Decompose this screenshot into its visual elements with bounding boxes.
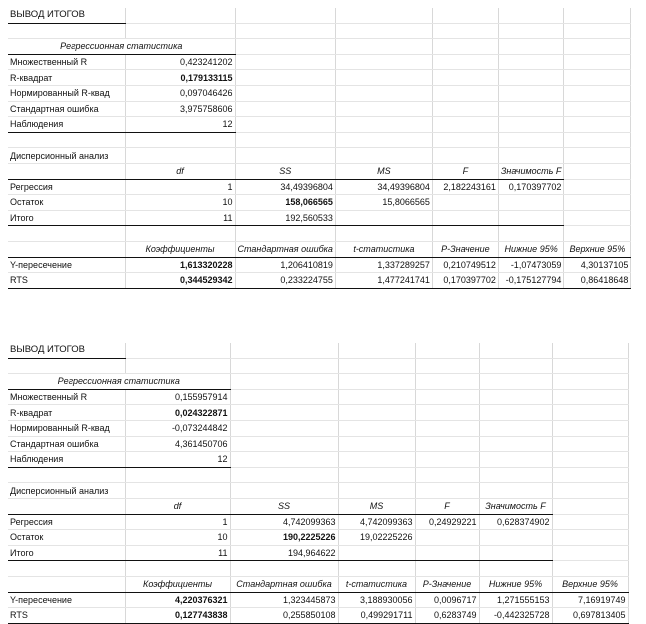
coef-low[interactable]: -0,442325728 — [479, 608, 552, 624]
anova-f[interactable] — [432, 195, 498, 211]
empty-cell[interactable] — [552, 374, 628, 390]
empty-cell[interactable] — [564, 210, 631, 226]
regression-table-1 — [8, 8, 631, 289]
coef-header[interactable]: P-Значение — [415, 576, 479, 592]
empty-cell[interactable] — [498, 39, 563, 55]
blank-row — [8, 23, 631, 39]
empty-cell[interactable] — [335, 23, 432, 39]
empty-cell[interactable] — [125, 226, 235, 242]
anova-f[interactable]: 0,24929221 — [415, 514, 479, 530]
empty-cell[interactable] — [8, 358, 125, 374]
row-anova-header — [8, 163, 631, 179]
stat-label[interactable]: Стандартная ошибка — [8, 436, 125, 452]
coef-value[interactable]: 0,127743838 — [125, 608, 230, 624]
empty-cell[interactable] — [552, 498, 628, 514]
row-coef-header — [8, 576, 628, 592]
table-row — [8, 608, 628, 624]
table-row — [8, 70, 631, 86]
empty-cell[interactable] — [479, 467, 552, 483]
empty-cell[interactable] — [230, 405, 338, 421]
empty-cell[interactable] — [125, 343, 230, 358]
empty-cell[interactable] — [479, 343, 552, 358]
table-row — [8, 405, 628, 421]
coef-p[interactable]: 0,170397702 — [432, 273, 498, 289]
anova-label[interactable]: Итого — [8, 545, 125, 561]
empty-cell[interactable] — [432, 148, 498, 164]
anova-header-sig[interactable]: Значимость F — [498, 163, 563, 179]
empty-cell[interactable] — [564, 179, 631, 195]
coef-low[interactable]: 1,271555153 — [479, 592, 552, 608]
anova-ss[interactable]: 192,560533 — [235, 210, 335, 226]
stat-label[interactable]: Нормированный R-квад — [8, 85, 125, 101]
coef-value[interactable]: 0,344529342 — [125, 273, 235, 289]
empty-cell[interactable] — [125, 23, 235, 39]
empty-cell[interactable] — [230, 420, 338, 436]
anova-f[interactable]: 2,182243161 — [432, 179, 498, 195]
stat-value[interactable]: 0,155957914 — [125, 389, 230, 405]
anova-df[interactable]: 10 — [125, 530, 230, 546]
empty-cell[interactable] — [564, 163, 631, 179]
table-row — [8, 514, 628, 530]
empty-cell[interactable] — [235, 70, 335, 86]
empty-cell[interactable] — [335, 8, 432, 23]
empty-cell[interactable] — [235, 8, 335, 23]
row-anova-header — [8, 498, 628, 514]
empty-cell[interactable] — [415, 483, 479, 499]
empty-cell[interactable] — [338, 405, 415, 421]
coef-p[interactable]: 0,0096717 — [415, 592, 479, 608]
table-row — [8, 273, 631, 289]
anova-label[interactable]: Регрессия — [8, 514, 125, 530]
empty-cell[interactable] — [552, 436, 628, 452]
anova-ms[interactable]: 34,49396804 — [335, 179, 432, 195]
output-title[interactable]: ВЫВОД ИТОГОВ — [8, 343, 125, 358]
coef-low[interactable]: -0,175127794 — [498, 273, 563, 289]
empty-cell[interactable] — [498, 85, 563, 101]
regression-output-2 — [8, 343, 629, 624]
empty-cell[interactable] — [125, 132, 235, 148]
anova-ms[interactable]: 4,742099363 — [338, 514, 415, 530]
anova-df[interactable]: 11 — [125, 545, 230, 561]
empty-cell[interactable] — [498, 148, 563, 164]
coef-high[interactable]: 0,697813405 — [552, 608, 628, 624]
coef-header[interactable]: Стандартная ошибка — [230, 576, 338, 592]
anova-header-df[interactable]: df — [125, 498, 230, 514]
empty-cell[interactable] — [125, 358, 230, 374]
anova-header-df[interactable]: df — [125, 163, 235, 179]
stat-label[interactable]: Нормированный R-квад — [8, 420, 125, 436]
empty-cell[interactable] — [564, 39, 631, 55]
empty-cell[interactable] — [335, 70, 432, 86]
stat-value[interactable]: 4,361450706 — [125, 436, 230, 452]
empty-cell[interactable] — [432, 85, 498, 101]
anova-f[interactable] — [415, 530, 479, 546]
empty-cell[interactable] — [335, 117, 432, 133]
empty-cell[interactable] — [564, 85, 631, 101]
empty-cell[interactable] — [564, 23, 631, 39]
anova-ss[interactable]: 158,066565 — [235, 195, 335, 211]
anova-df[interactable]: 1 — [125, 514, 230, 530]
empty-cell[interactable] — [8, 226, 125, 242]
anova-title[interactable]: Дисперсионный анализ — [8, 483, 125, 499]
row-title — [8, 343, 628, 358]
empty-cell[interactable] — [8, 132, 125, 148]
empty-cell[interactable] — [8, 498, 125, 514]
table-row — [8, 420, 628, 436]
empty-cell[interactable] — [552, 545, 628, 561]
table-row — [8, 436, 628, 452]
anova-df[interactable]: 1 — [125, 179, 235, 195]
empty-cell[interactable] — [415, 374, 479, 390]
anova-ss[interactable]: 34,49396804 — [235, 179, 335, 195]
empty-cell[interactable] — [415, 420, 479, 436]
stat-value[interactable]: 0,179133115 — [125, 70, 235, 86]
coef-value[interactable]: 4,220376321 — [125, 592, 230, 608]
empty-cell[interactable] — [479, 436, 552, 452]
empty-cell[interactable] — [338, 467, 415, 483]
empty-cell[interactable] — [415, 343, 479, 358]
empty-cell[interactable] — [552, 467, 628, 483]
empty-cell[interactable] — [338, 343, 415, 358]
empty-cell[interactable] — [235, 85, 335, 101]
coef-header[interactable]: t-статистика — [335, 241, 432, 257]
table-row — [8, 389, 628, 405]
empty-cell[interactable] — [125, 467, 230, 483]
empty-cell[interactable] — [432, 39, 498, 55]
table-row — [8, 452, 628, 468]
anova-title[interactable]: Дисперсионный анализ — [8, 148, 125, 164]
empty-cell[interactable] — [498, 226, 563, 242]
empty-cell[interactable] — [479, 405, 552, 421]
anova-header-ms[interactable]: MS — [338, 498, 415, 514]
empty-cell[interactable] — [415, 405, 479, 421]
row-anova-title — [8, 483, 628, 499]
coef-se[interactable]: 1,323445873 — [230, 592, 338, 608]
empty-cell[interactable] — [8, 561, 125, 577]
empty-cell[interactable] — [479, 374, 552, 390]
empty-cell[interactable] — [235, 226, 335, 242]
anova-header-sig[interactable]: Значимость F — [479, 498, 552, 514]
empty-cell[interactable] — [338, 389, 415, 405]
anova-ms[interactable] — [338, 545, 415, 561]
empty-cell[interactable] — [564, 117, 631, 133]
empty-cell[interactable] — [230, 374, 338, 390]
coef-p[interactable]: 0,210749512 — [432, 257, 498, 273]
table-row — [8, 85, 631, 101]
table-row — [8, 210, 631, 226]
blank-row — [8, 226, 631, 242]
empty-cell[interactable] — [235, 39, 335, 55]
empty-cell[interactable] — [338, 561, 415, 577]
table-row — [8, 54, 631, 70]
empty-cell[interactable] — [415, 561, 479, 577]
anova-ms[interactable]: 15,8066565 — [335, 195, 432, 211]
empty-cell[interactable] — [552, 483, 628, 499]
empty-cell[interactable] — [432, 70, 498, 86]
coef-label[interactable]: Y-пересечение — [8, 257, 125, 273]
empty-cell[interactable] — [552, 389, 628, 405]
empty-cell[interactable] — [230, 358, 338, 374]
table-row — [8, 545, 628, 561]
empty-cell[interactable] — [479, 389, 552, 405]
empty-cell[interactable] — [415, 467, 479, 483]
empty-cell[interactable] — [235, 23, 335, 39]
empty-cell[interactable] — [498, 8, 563, 23]
empty-cell[interactable] — [479, 452, 552, 468]
anova-label[interactable]: Остаток — [8, 195, 125, 211]
anova-df[interactable]: 10 — [125, 195, 235, 211]
regression-table-2 — [8, 343, 629, 624]
empty-cell[interactable] — [552, 561, 628, 577]
empty-cell[interactable] — [552, 358, 628, 374]
empty-cell[interactable] — [335, 226, 432, 242]
row-title — [8, 8, 631, 23]
empty-cell[interactable] — [235, 132, 335, 148]
anova-ss[interactable]: 4,742099363 — [230, 514, 338, 530]
stat-value[interactable]: 12 — [125, 452, 230, 468]
anova-df[interactable]: 11 — [125, 210, 235, 226]
table-row — [8, 195, 631, 211]
empty-cell[interactable] — [335, 54, 432, 70]
empty-cell[interactable] — [230, 467, 338, 483]
empty-cell[interactable] — [125, 483, 230, 499]
empty-cell[interactable] — [564, 226, 631, 242]
table-row — [8, 257, 631, 273]
stat-value[interactable]: 12 — [125, 117, 235, 133]
empty-cell[interactable] — [415, 358, 479, 374]
empty-cell[interactable] — [432, 23, 498, 39]
anova-header-ss[interactable]: SS — [230, 498, 338, 514]
stat-value[interactable]: 0,423241202 — [125, 54, 235, 70]
coef-header[interactable]: Нижние 95% — [498, 241, 563, 257]
coef-header[interactable]: P-Значение — [432, 241, 498, 257]
empty-cell[interactable] — [564, 54, 631, 70]
empty-cell[interactable] — [335, 132, 432, 148]
anova-header-ss[interactable]: SS — [235, 163, 335, 179]
empty-cell[interactable] — [432, 8, 498, 23]
coef-se[interactable]: 0,233224755 — [235, 273, 335, 289]
empty-cell[interactable] — [230, 436, 338, 452]
anova-sig[interactable] — [479, 530, 552, 546]
empty-cell[interactable] — [498, 23, 563, 39]
anova-ss[interactable]: 194,964622 — [230, 545, 338, 561]
blank-row — [8, 358, 628, 374]
empty-cell[interactable] — [8, 467, 125, 483]
anova-ms[interactable]: 19,02225226 — [338, 530, 415, 546]
empty-cell[interactable] — [432, 117, 498, 133]
stat-label[interactable]: R-квадрат — [8, 70, 125, 86]
empty-cell[interactable] — [479, 561, 552, 577]
empty-cell[interactable] — [335, 85, 432, 101]
coef-header[interactable]: Верхние 95% — [564, 241, 631, 257]
regression-output-1 — [8, 8, 631, 289]
anova-ss[interactable]: 190,2225226 — [230, 530, 338, 546]
stat-label[interactable]: Стандартная ошибка — [8, 101, 125, 117]
empty-cell[interactable] — [498, 132, 563, 148]
coef-t[interactable]: 3,188930056 — [338, 592, 415, 608]
empty-cell[interactable] — [335, 101, 432, 117]
coef-high[interactable]: 4,30137105 — [564, 257, 631, 273]
anova-header-ms[interactable]: MS — [335, 163, 432, 179]
anova-header-f[interactable]: F — [415, 498, 479, 514]
empty-cell[interactable] — [230, 483, 338, 499]
empty-cell[interactable] — [498, 101, 563, 117]
anova-f[interactable] — [415, 545, 479, 561]
empty-cell[interactable] — [432, 226, 498, 242]
coef-p[interactable]: 0,6283749 — [415, 608, 479, 624]
anova-label[interactable]: Итого — [8, 210, 125, 226]
row-coef-header — [8, 241, 631, 257]
empty-cell[interactable] — [338, 436, 415, 452]
coef-label[interactable]: RTS — [8, 273, 125, 289]
coef-high[interactable]: 7,16919749 — [552, 592, 628, 608]
empty-cell[interactable] — [564, 148, 631, 164]
empty-cell[interactable] — [564, 8, 631, 23]
output-title[interactable]: ВЫВОД ИТОГОВ — [8, 8, 125, 23]
empty-cell[interactable] — [564, 132, 631, 148]
empty-cell[interactable] — [338, 420, 415, 436]
empty-cell[interactable] — [8, 163, 125, 179]
empty-cell[interactable] — [564, 195, 631, 211]
empty-cell[interactable] — [552, 514, 628, 530]
empty-cell[interactable] — [564, 70, 631, 86]
coef-t[interactable]: 1,477241741 — [335, 273, 432, 289]
empty-cell[interactable] — [552, 530, 628, 546]
empty-cell[interactable] — [415, 452, 479, 468]
coef-se[interactable]: 0,255850108 — [230, 608, 338, 624]
coef-high[interactable]: 0,86418648 — [564, 273, 631, 289]
reg-stats-header[interactable]: Регрессионная статистика — [8, 374, 230, 390]
table-row — [8, 179, 631, 195]
empty-cell[interactable] — [125, 148, 235, 164]
anova-sig[interactable] — [498, 195, 563, 211]
empty-cell[interactable] — [338, 374, 415, 390]
stat-label[interactable]: Наблюдения — [8, 117, 125, 133]
anova-sig[interactable]: 0,170397702 — [498, 179, 563, 195]
blank-row — [8, 467, 628, 483]
coef-header[interactable]: Верхние 95% — [552, 576, 628, 592]
empty-cell[interactable] — [552, 405, 628, 421]
empty-cell[interactable] — [335, 39, 432, 55]
empty-cell[interactable] — [8, 576, 125, 592]
empty-cell[interactable] — [479, 420, 552, 436]
empty-cell[interactable] — [552, 420, 628, 436]
stat-label[interactable]: Множественный R — [8, 389, 125, 405]
anova-sig[interactable] — [498, 210, 563, 226]
table-row — [8, 592, 628, 608]
empty-cell[interactable] — [235, 54, 335, 70]
coef-header[interactable]: Коэффициенты — [125, 241, 235, 257]
stat-label[interactable]: Множественный R — [8, 54, 125, 70]
empty-cell[interactable] — [432, 54, 498, 70]
anova-ms[interactable] — [335, 210, 432, 226]
empty-cell[interactable] — [415, 389, 479, 405]
empty-cell[interactable] — [479, 358, 552, 374]
empty-cell[interactable] — [235, 117, 335, 133]
blank-row — [8, 561, 628, 577]
empty-cell[interactable] — [235, 101, 335, 117]
coef-header[interactable]: Нижние 95% — [479, 576, 552, 592]
coef-t[interactable]: 1,337289257 — [335, 257, 432, 273]
coef-low[interactable]: -1,07473059 — [498, 257, 563, 273]
empty-cell[interactable] — [230, 452, 338, 468]
coef-header[interactable]: t-статистика — [338, 576, 415, 592]
empty-cell[interactable] — [415, 436, 479, 452]
empty-cell[interactable] — [498, 70, 563, 86]
empty-cell[interactable] — [338, 483, 415, 499]
empty-cell[interactable] — [479, 483, 552, 499]
row-anova-title — [8, 148, 631, 164]
anova-sig[interactable]: 0,628374902 — [479, 514, 552, 530]
stat-label[interactable]: Наблюдения — [8, 452, 125, 468]
anova-label[interactable]: Регрессия — [8, 179, 125, 195]
table-row — [8, 117, 631, 133]
empty-cell[interactable] — [552, 452, 628, 468]
coef-t[interactable]: 0,499291711 — [338, 608, 415, 624]
coef-value[interactable]: 1,613320228 — [125, 257, 235, 273]
anova-sig[interactable] — [479, 545, 552, 561]
empty-cell[interactable] — [552, 343, 628, 358]
empty-cell[interactable] — [125, 561, 230, 577]
empty-cell[interactable] — [125, 8, 235, 23]
blank-row — [8, 132, 631, 148]
coef-header[interactable]: Коэффициенты — [125, 576, 230, 592]
empty-cell[interactable] — [8, 241, 125, 257]
empty-cell[interactable] — [498, 54, 563, 70]
coef-label[interactable]: Y-пересечение — [8, 592, 125, 608]
anova-header-f[interactable]: F — [432, 163, 498, 179]
empty-cell[interactable] — [8, 23, 125, 39]
empty-cell[interactable] — [498, 117, 563, 133]
stat-value[interactable]: 0,024322871 — [125, 405, 230, 421]
stat-value[interactable]: 0,097046426 — [125, 85, 235, 101]
row-reg-header — [8, 374, 628, 390]
stat-label[interactable]: R-квадрат — [8, 405, 125, 421]
empty-cell[interactable] — [230, 343, 338, 358]
empty-cell[interactable] — [564, 101, 631, 117]
empty-cell[interactable] — [335, 148, 432, 164]
stat-value[interactable]: 3,975758606 — [125, 101, 235, 117]
reg-stats-header[interactable]: Регрессионная статистика — [8, 39, 235, 55]
coef-label[interactable]: RTS — [8, 608, 125, 624]
empty-cell[interactable] — [235, 148, 335, 164]
empty-cell[interactable] — [338, 452, 415, 468]
coef-header[interactable]: Стандартная ошибка — [235, 241, 335, 257]
empty-cell[interactable] — [432, 101, 498, 117]
empty-cell[interactable] — [338, 358, 415, 374]
anova-label[interactable]: Остаток — [8, 530, 125, 546]
coef-se[interactable]: 1,206410819 — [235, 257, 335, 273]
anova-f[interactable] — [432, 210, 498, 226]
empty-cell[interactable] — [230, 561, 338, 577]
table-row — [8, 530, 628, 546]
row-reg-header — [8, 39, 631, 55]
empty-cell[interactable] — [230, 389, 338, 405]
table-row — [8, 101, 631, 117]
empty-cell[interactable] — [432, 132, 498, 148]
stat-value[interactable]: -0,073244842 — [125, 420, 230, 436]
